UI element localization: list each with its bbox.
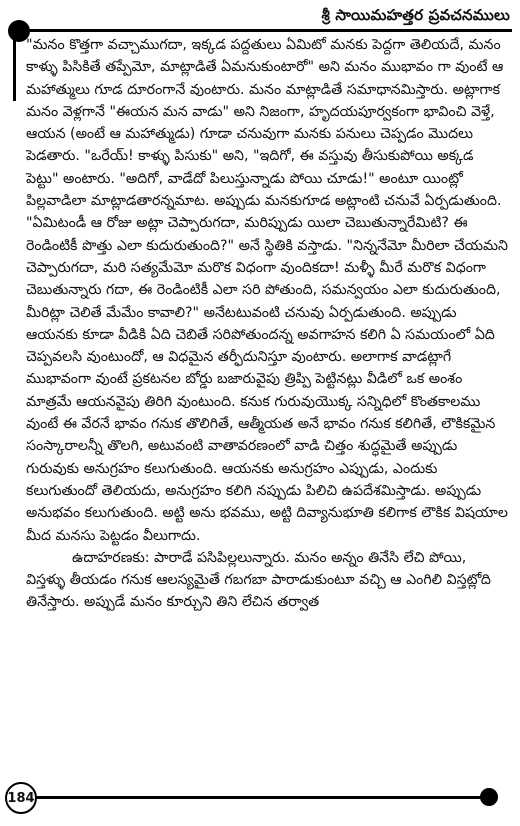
decorative-bullet-bottom: [480, 788, 498, 806]
page-number: 184: [5, 782, 37, 814]
footer-rule: [36, 796, 496, 799]
header-rule: [14, 29, 512, 32]
page-body: [26, 34, 510, 786]
running-title: శ్రీ సాయిమహత్తర ప్రవచనములు: [321, 6, 510, 24]
body-paragraph-1: "మనం కొత్తగా వచ్చాముగదా, ఇక్కడ పద్దతులు ఏమిటో మనకు పెద్దగా తెలియదే, మనం కాళ్ళు పిసికితే తప్పేమో, మాట్లాడితే ఏమనుకుంటారో" అని మనం ముభావం గా వుంటే ఆ మహాత్ములు గూడ దూరంగానే వుంటారు. మనం మాట్లాడితే సమాధానమిస్తారు. అట్లాగాక మనం వెళ్లగానే "ఈయన మన వాడు" అని నిజంగా, హృదయపూర్వకంగా భావించి వెళ్తే, ఆయన (అంటే ఆ మహాత్ముడు) గూడా చనువుగా మనకు పనులు చెప్పడం మొదలు పెడతారు. "ఒరేయ్! కాళ్ళు పిసుకు" అని, "ఇదిగో, ఈ వస్తువు తీసుకుపోయి అక్కడ పెట్టు" అంటారు. "అదిగో, వాడేదో పిలుస్తున్నాడు పోయి చూడు!" అంటూ యింట్లో పిల్లవాడిలా మాట్లాడతారన్నమాట. అప్పుడు మనకుగూడ అట్లాంటి చనువే ఏర్పడుతుంది. "ఏమిటండీ ఆ రోజు అట్లా చెప్పారుగదా, మరిప్పుడు యిలా చెబుతున్నారేమిటి? ఈ రెండింటికీ పొత్తు ఎలా కుదురుతుంది?" అనే స్థితికి వస్తాడు. "నిన్ననేమో మీరిలా చేయమని చెప్పారుగదా, మరి సత్యమేమో మరొక విధంగా వుందికదా! మళ్ళీ మీరే మరొక విధంగా చెబుతున్నారు గదా, ఈ రెండింటికీ ఎలా సరి పోతుంది, సమన్వయం ఎలా కుదురుతుంది, మీరిట్లా చెలితే మేమేం కావాలి?" అనేటటువంటి చనువు ఏర్పడుతుంది. అప్పుడు ఆయనకు కూడా వీడికి ఏది చెబితే సరిపోతుందన్న అవగాహన కలిగి ఏ సమయంలో ఏది చెప్పవలసి వుంటుందో, ఆ విధమైన తర్ఫీదునిస్తూ వుంటారు. అలాగాక వాడట్లాగే ముభావంగా వుంటే ప్రకటనల బోర్డు బజారువైపు త్రిప్పి పెట్టినట్లు వీడిలో ఒక అంశం మాత్రమే ఆయనవైపు తిరిగి వుంటుంది. కనుక గురువుయొక్క సన్నిధిలో కొంతకాలము వుంటే ఈ వేరనే భావం గనుక తొలిగితే, ఆత్మీయత అనే భావం గనుక కలిగితే, లౌకికమైన సంస్కారాలన్నీ తొలగి, అటువంటి వాతావరణంలో వాడి చిత్తం శుద్ధమైతే అప్పుడు గురువుకు అనుగ్రహం కలుగుతుంది. ఆయనకు అనుగ్రహం ఎప్పుడు, ఎందుకు కలుగుతుందో తెలియదు, అనుగ్రహం కలిగి నప్పుడు పిలిచి ఉపదేశమిస్తాడు. అప్పుడు అనుభవం కలుగుతుంది. అట్టి అను భవము, అట్టి దివ్యానుభూతి కలిగాక లౌకిక విషయాల మీద మనసు పెట్టడం వీలుగాదు.: [26, 37, 508, 544]
left-margin-rule: [13, 29, 16, 101]
body-paragraph-2: ఉదాహరణకు: పారాడే పసిపిల్లలున్నారు. మనం అన్నం తినేసి లేచి పోయి, విస్తళ్ళు తీయడం గనుక ఆలస్యమైతే గబగబా పారాడుకుంటూ వచ్చి ఆ ఎంగిలి విస్తట్లోది తినేస్తారు. అప్పుడే మనం కూర్చుని తిని లేచిన తర్వాత: [26, 549, 491, 611]
